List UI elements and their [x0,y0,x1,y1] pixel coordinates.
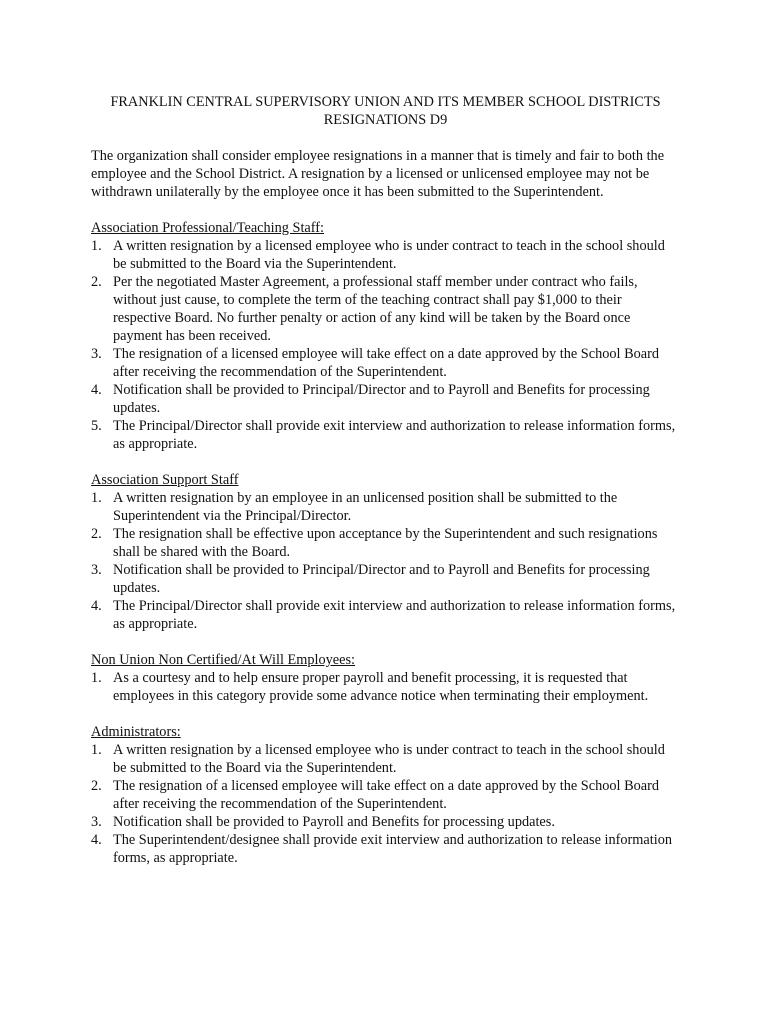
section-heading: Association Professional/Teaching Staff: [91,220,325,236]
section-heading: Administrators: [91,724,181,740]
list-number: 2. [91,526,102,542]
list-number: 3. [91,346,102,362]
list-item-text: Notification shall be provided to Payroll and Benefits for processing updates. [113,814,555,830]
numbered-list [91,669,680,705]
list-item [91,381,680,417]
list-item [91,417,680,453]
list-number: 1. [91,670,102,686]
list-number: 3. [91,814,102,830]
list-item-text: Notification shall be provided to Principal/Director and to Payroll and Benefits for processing updates. [113,382,650,416]
title-line-1: FRANKLIN CENTRAL SUPERVISORY UNION AND ITS MEMBER SCHOOL DISTRICTS [110,94,661,110]
list-item-text: A written resignation by a licensed employee who is under contract to teach in the school should be submitted to the Board via the Superintendent. [113,238,665,272]
document-title [91,93,680,129]
numbered-list [91,741,680,867]
section-heading: Association Support Staff [91,472,239,488]
list-item [91,525,680,561]
list-item [91,669,680,705]
list-number: 4. [91,832,102,848]
list-item-text: As a courtesy and to help ensure proper payroll and benefit processing, it is requested that employees in this category provide some advance notice when terminating their employment. [113,670,649,704]
list-number: 4. [91,598,102,614]
list-number: 2. [91,778,102,794]
list-item [91,489,680,525]
list-number: 4. [91,382,102,398]
section-administrators [91,723,680,867]
section-non-union-employees [91,651,680,705]
list-item-text: The resignation of a licensed employee will take effect on a date approved by the School Board after receiving the recommendation of the Superintendent. [113,778,660,812]
list-number: 3. [91,562,102,578]
list-item-text: The resignation shall be effective upon acceptance by the Superintendent and such resignations shall be shared with the Board. [113,526,658,560]
list-item [91,741,680,777]
list-number: 2. [91,274,102,290]
section-support-staff [91,471,680,633]
list-item-text: Notification shall be provided to Principal/Director and to Payroll and Benefits for processing updates. [113,562,650,596]
numbered-list [91,489,680,633]
list-item [91,813,680,831]
list-item [91,597,680,633]
list-number: 1. [91,238,102,254]
list-item [91,561,680,597]
list-number: 1. [91,742,102,758]
list-number: 1. [91,490,102,506]
list-item-text: The Principal/Director shall provide exit interview and authorization to release information forms, as appropriate. [113,418,676,452]
list-item [91,237,680,273]
section-professional-teaching-staff [91,219,680,453]
list-item-text: The Superintendent/designee shall provide exit interview and authorization to release information forms, as appropriate. [113,832,672,866]
list-number: 5. [91,418,102,434]
intro-paragraph: The organization shall consider employee resignations in a manner that is timely and fair to both the employee and the School District. A resignation by a licensed or unlicensed employee may not be withdrawn unilaterally by the employee once it has been submitted to the Superintendent. [91,148,665,200]
list-item [91,831,680,867]
title-line-2: RESIGNATIONS D9 [323,112,448,128]
list-item [91,345,680,381]
list-item-text: The resignation of a licensed employee will take effect on a date approved by the School Board after receiving the recommendation of the Superintendent. [113,346,660,380]
list-item-text: Per the negotiated Master Agreement, a professional staff member under contract who fails, without just cause, to complete the term of the teaching contract shall pay $1,000 to their respective Board. No further penalty or action of any kind will be taken by the Board once payment has been received. [113,274,638,344]
list-item-text: A written resignation by a licensed employee who is under contract to teach in the school should be submitted to the Board via the Superintendent. [113,742,665,776]
list-item-text: A written resignation by an employee in an unlicensed position shall be submitted to the Superintendent via the Principal/Director. [113,490,618,524]
list-item-text: The Principal/Director shall provide exit interview and authorization to release information forms, as appropriate. [113,598,676,632]
numbered-list [91,237,680,453]
section-heading: Non Union Non Certified/At Will Employees: [91,652,356,668]
list-item [91,777,680,813]
list-item [91,273,680,345]
